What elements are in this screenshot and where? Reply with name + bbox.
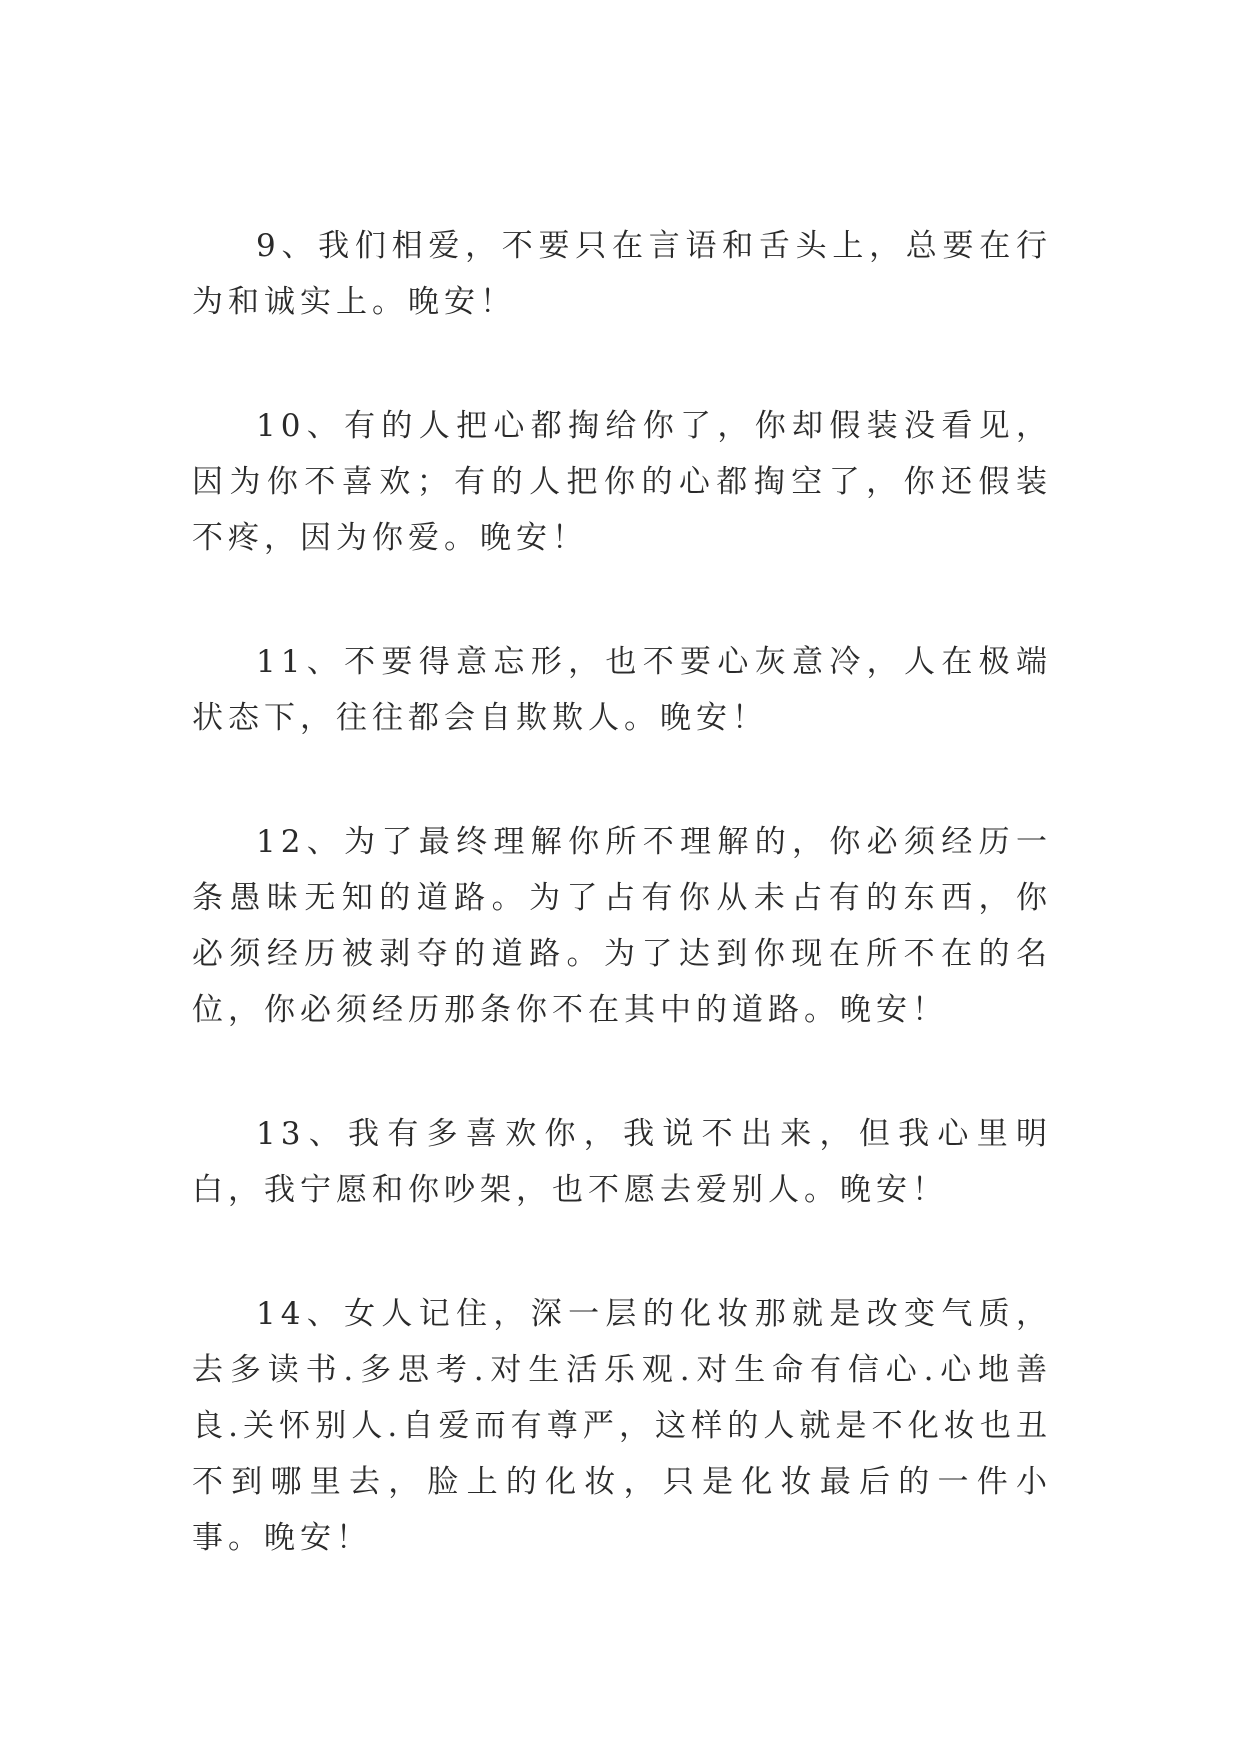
paragraph-14: 14、女人记住，深一层的化妆那就是改变气质，去多读书.多思考.对生活乐观.对生命有信心.心地善良.关怀别人.自爱而有尊严，这样的人就是不化妆也丑不到哪里去，脸上的化妆，只是化妆最后的一件小事。晚安！ [192,1296,1052,1556]
paragraph-11: 11、不要得意忘形，也不要心灰意冷，人在极端状态下，往往都会自欺欺人。晚安！ [192,644,1052,736]
paragraph-12: 12、为了最终理解你所不理解的，你必须经历一条愚昧无知的道路。为了占有你从未占有的东西，你必须经历被剥夺的道路。为了达到你现在所不在的名位，你必须经历那条你不在其中的道路。晚安！ [192,824,1052,1028]
document-body [192,218,1052,1634]
paragraph-10: 10、有的人把心都掏给你了，你却假装没看见，因为你不喜欢；有的人把你的心都掏空了，你还假装不疼，因为你爱。晚安！ [192,408,1052,556]
paragraph-9: 9、我们相爱，不要只在言语和舌头上，总要在行为和诚实上。晚安！ [192,228,1052,320]
paragraph-13: 13、我有多喜欢你，我说不出来，但我心里明白，我宁愿和你吵架，也不愿去爱别人。晚安！ [192,1116,1052,1208]
